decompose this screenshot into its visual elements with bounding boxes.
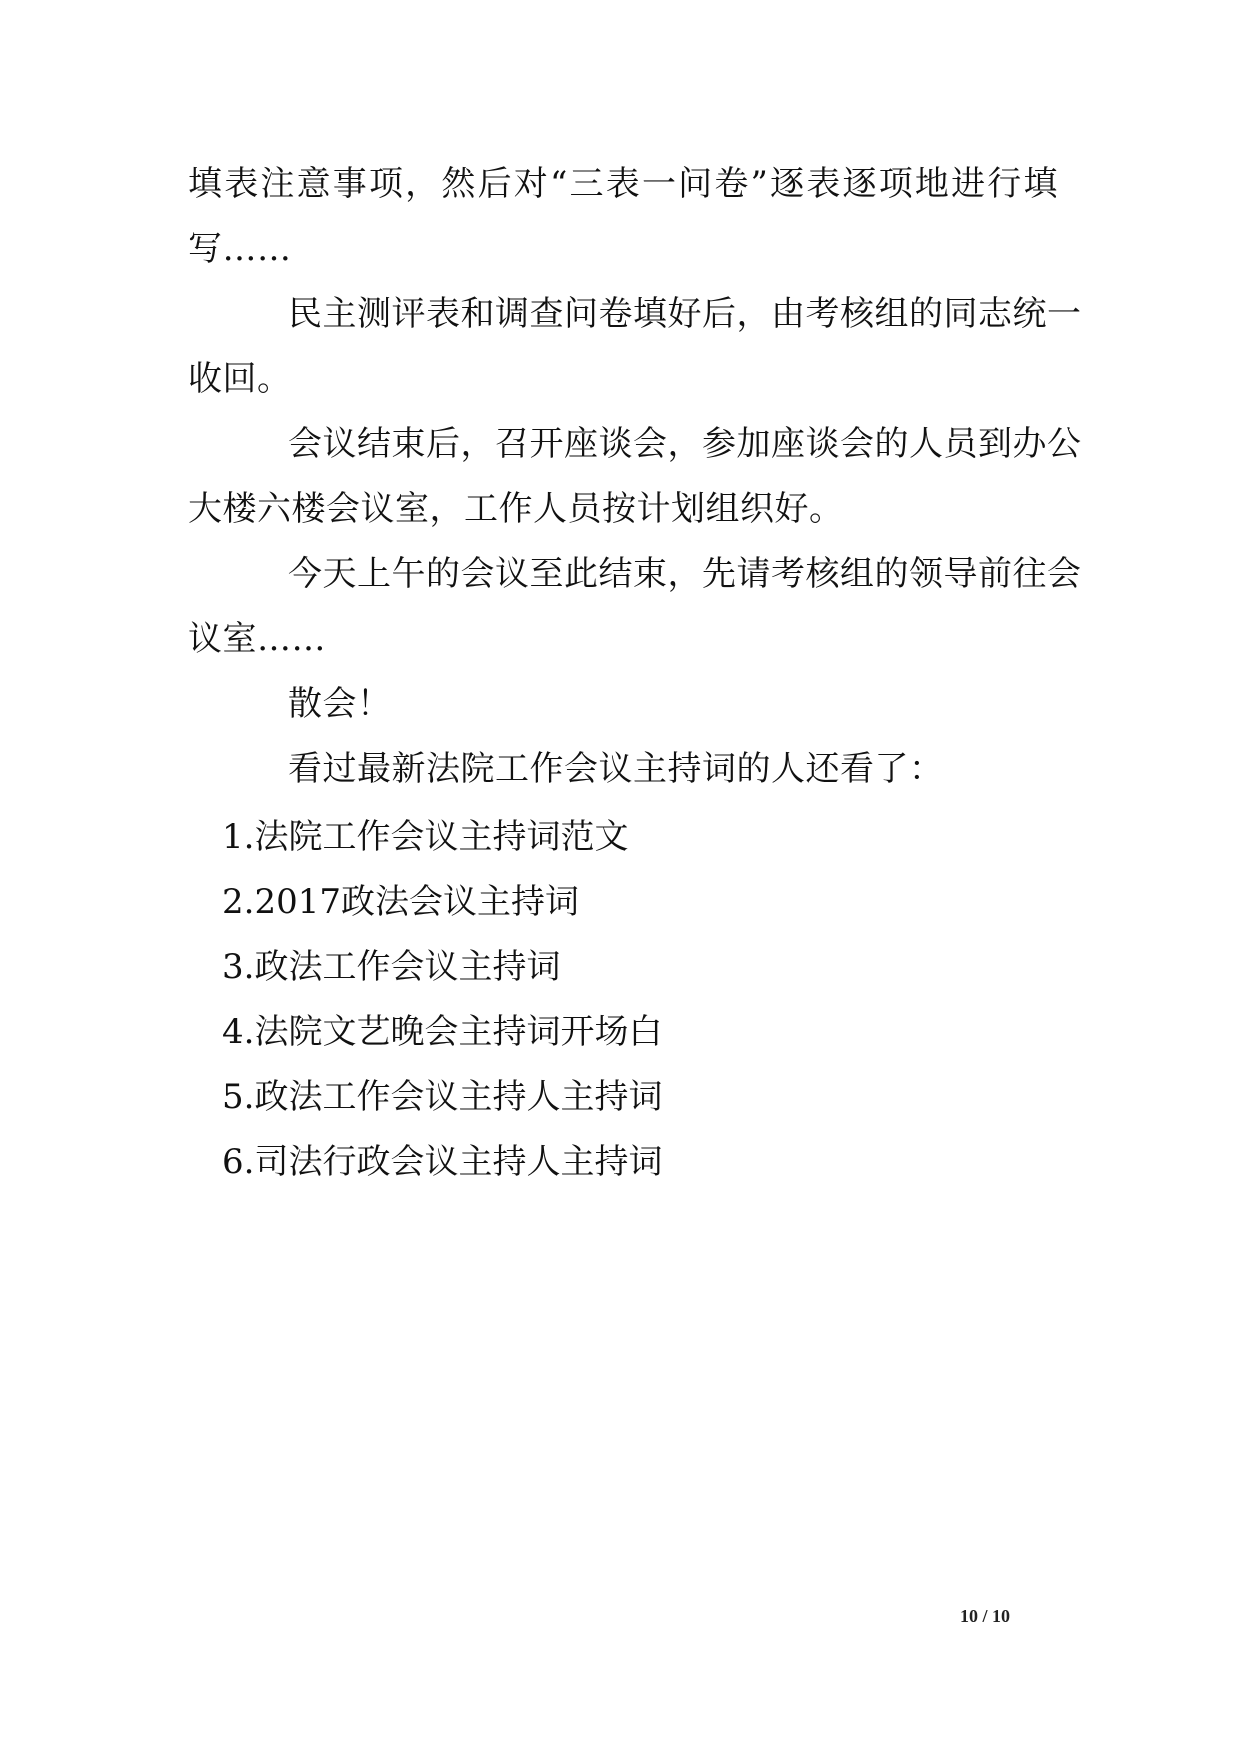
paragraph-line: 今天上午的会议至此结束，先请考核组的领导前往会 xyxy=(288,554,1082,594)
related-articles-list xyxy=(222,805,1022,1195)
page-number: 10 / 10 xyxy=(959,1606,1010,1626)
related-article-link[interactable]: 2.2017政法会议主持词 xyxy=(222,882,579,922)
paragraph-line: 填表注意事项，然后对“三表一问卷”逐表逐项地进行填 xyxy=(188,164,1058,204)
paragraph-line: 民主测评表和调查问卷填好后，由考核组的同志统一 xyxy=(288,294,1082,334)
related-article-link[interactable]: 1.法院工作会议主持词范文 xyxy=(222,817,629,857)
related-article-link[interactable]: 5.政法工作会议主持人主持词 xyxy=(222,1077,663,1117)
paragraph-line: 会议结束后，召开座谈会，参加座谈会的人员到办公 xyxy=(288,424,1082,464)
related-heading: 看过最新法院工作会议主持词的人还看了： xyxy=(288,749,944,789)
related-article-link[interactable]: 6.司法行政会议主持人主持词 xyxy=(222,1142,663,1182)
related-article-link[interactable]: 4.法院文艺晚会主持词开场白 xyxy=(222,1012,663,1052)
paragraph-line: 写…… xyxy=(188,229,292,269)
paragraph-line: 散会！ xyxy=(288,684,392,724)
paragraph-line: 大楼六楼会议室，工作人员按计划组织好。 xyxy=(188,489,844,529)
document-body xyxy=(188,152,1082,802)
paragraph-line: 收回。 xyxy=(188,359,292,399)
paragraph-line: 议室…… xyxy=(188,619,326,659)
related-article-link[interactable]: 3.政法工作会议主持词 xyxy=(222,947,561,987)
